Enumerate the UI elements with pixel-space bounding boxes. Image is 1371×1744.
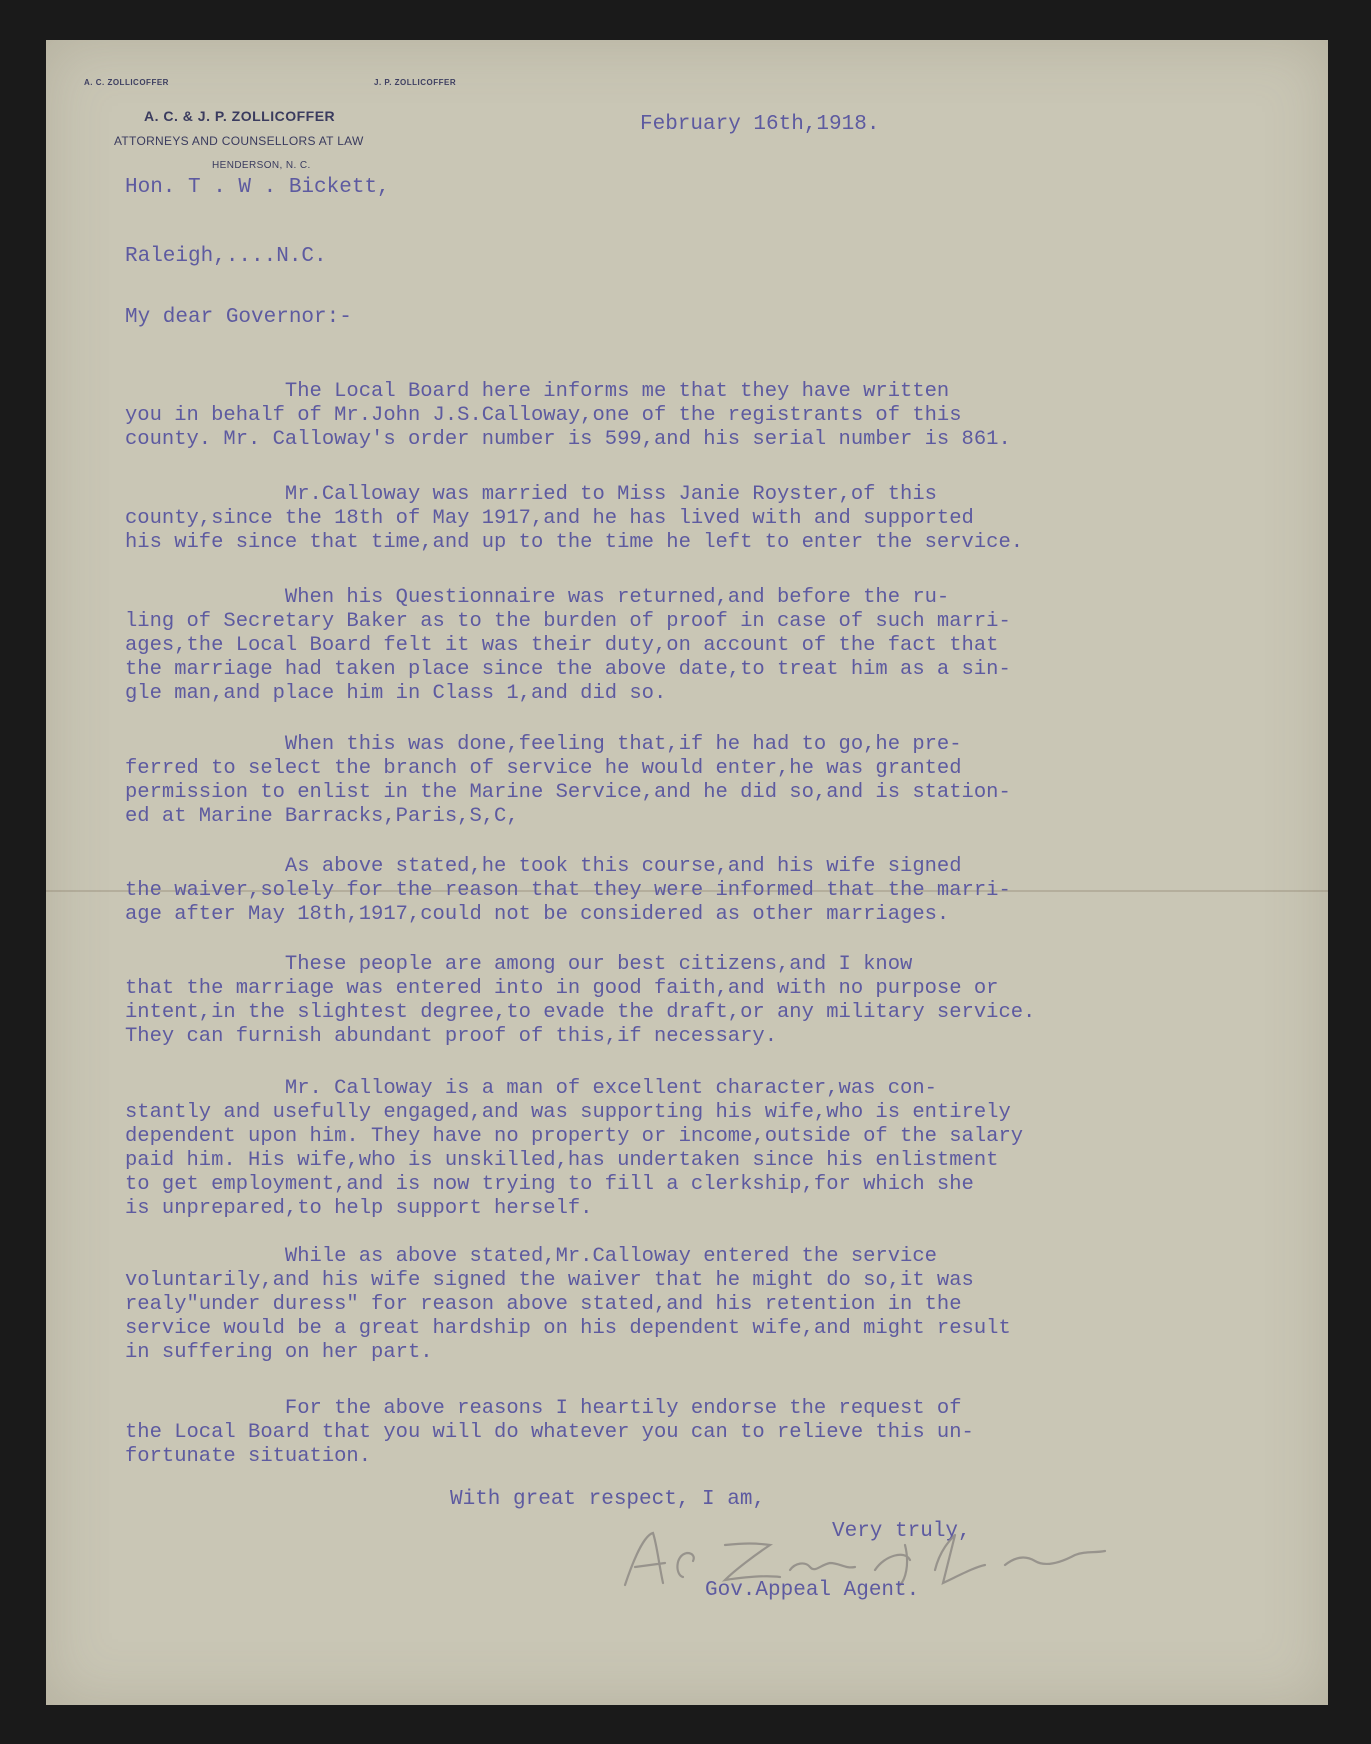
signer-role: Gov.Appeal Agent. (705, 1579, 920, 1602)
paragraph: For the above reasons I heartily endorse the request of the Local Board that you will do whatever you can to relieve this un- fortunate situation. (125, 1397, 974, 1468)
letter-date: February 16th,1918. (640, 113, 880, 136)
paragraph: The Local Board here informs me that they have written you in behalf of Mr.John J.S.Calloway,one of the registrants of this county. Mr. Calloway's order number is 599,and his serial number is 861. (125, 380, 1011, 451)
partner-left: A. C. ZOLLICOFFER (84, 78, 169, 87)
paragraph: Mr. Calloway is a man of excellent character,was con- stantly and usefully engaged,and was supporting his wife,who is entirely dependent upon him. They have no property or income,outside of the salary paid him. His wife,who is unskilled,has undertaken since his enlistment to get employment,and is now trying to fill a clerkship,for which she is unprepared,to help support herself. (125, 1077, 1024, 1220)
paragraph: When this was done,feeling that,if he had to go,he pre- ferred to select the branch of service he would enter,he was granted permission to enlist in the Marine Service,and he did so,and is station- ed at Marine Barracks,Paris,S,C, (125, 733, 1011, 828)
paragraph: While as above stated,Mr.Calloway entered the service voluntarily,and his wife signed the waiver that he might do so,it was realy"under duress" for reason above stated,and his retention in the service would be a great hardship on his dependent wife,and might result in suffering on her part. (125, 1245, 1011, 1364)
paragraph: When his Questionnaire was returned,and before the ru- ling of Secretary Baker as to the burden of proof in case of such marri- ages,the Local Board felt it was their duty,on account of the fact that the marriage had taken place since the above date,to treat him as a sin- gle man,and place him in Class 1,and did so. (125, 586, 1011, 705)
recipient-name: Hon. T . W . Bickett, (125, 176, 390, 199)
letterhead-firm: A. C. & J. P. ZOLLICOFFER (144, 108, 336, 124)
closing-very-truly: Very truly, (832, 1520, 971, 1543)
paragraph: These people are among our best citizens,and I know that the marriage was entered into in good faith,and with no purpose or intent,in the slightest degree,to evade the draft,or any military service. They can furnish abundant proof of this,if necessary. (125, 953, 1036, 1048)
signature-text: A. C. Zollicoffer (605, 1525, 612, 1526)
salutation: My dear Governor:- (125, 306, 352, 329)
letterhead-city: HENDERSON, N. C. (212, 160, 311, 171)
partner-right: J. P. ZOLLICOFFER (374, 78, 457, 87)
recipient-city: Raleigh,....N.C. (125, 245, 327, 268)
closing-respect: With great respect, I am, (450, 1488, 766, 1511)
paragraph: As above stated,he took this course,and his wife signed the waiver,solely for the reason that they were informed that the marri- age after May 18th,1917,could not be considered as other marriages. (125, 855, 1011, 926)
paragraph: Mr.Calloway was married to Miss Janie Royster,of this county,since the 18th of May 1917,and he has lived with and supported his wife since that time,and up to the time he left to enter the service. (125, 483, 1024, 554)
letterhead-title: ATTORNEYS AND COUNSELLORS AT LAW (114, 134, 364, 148)
